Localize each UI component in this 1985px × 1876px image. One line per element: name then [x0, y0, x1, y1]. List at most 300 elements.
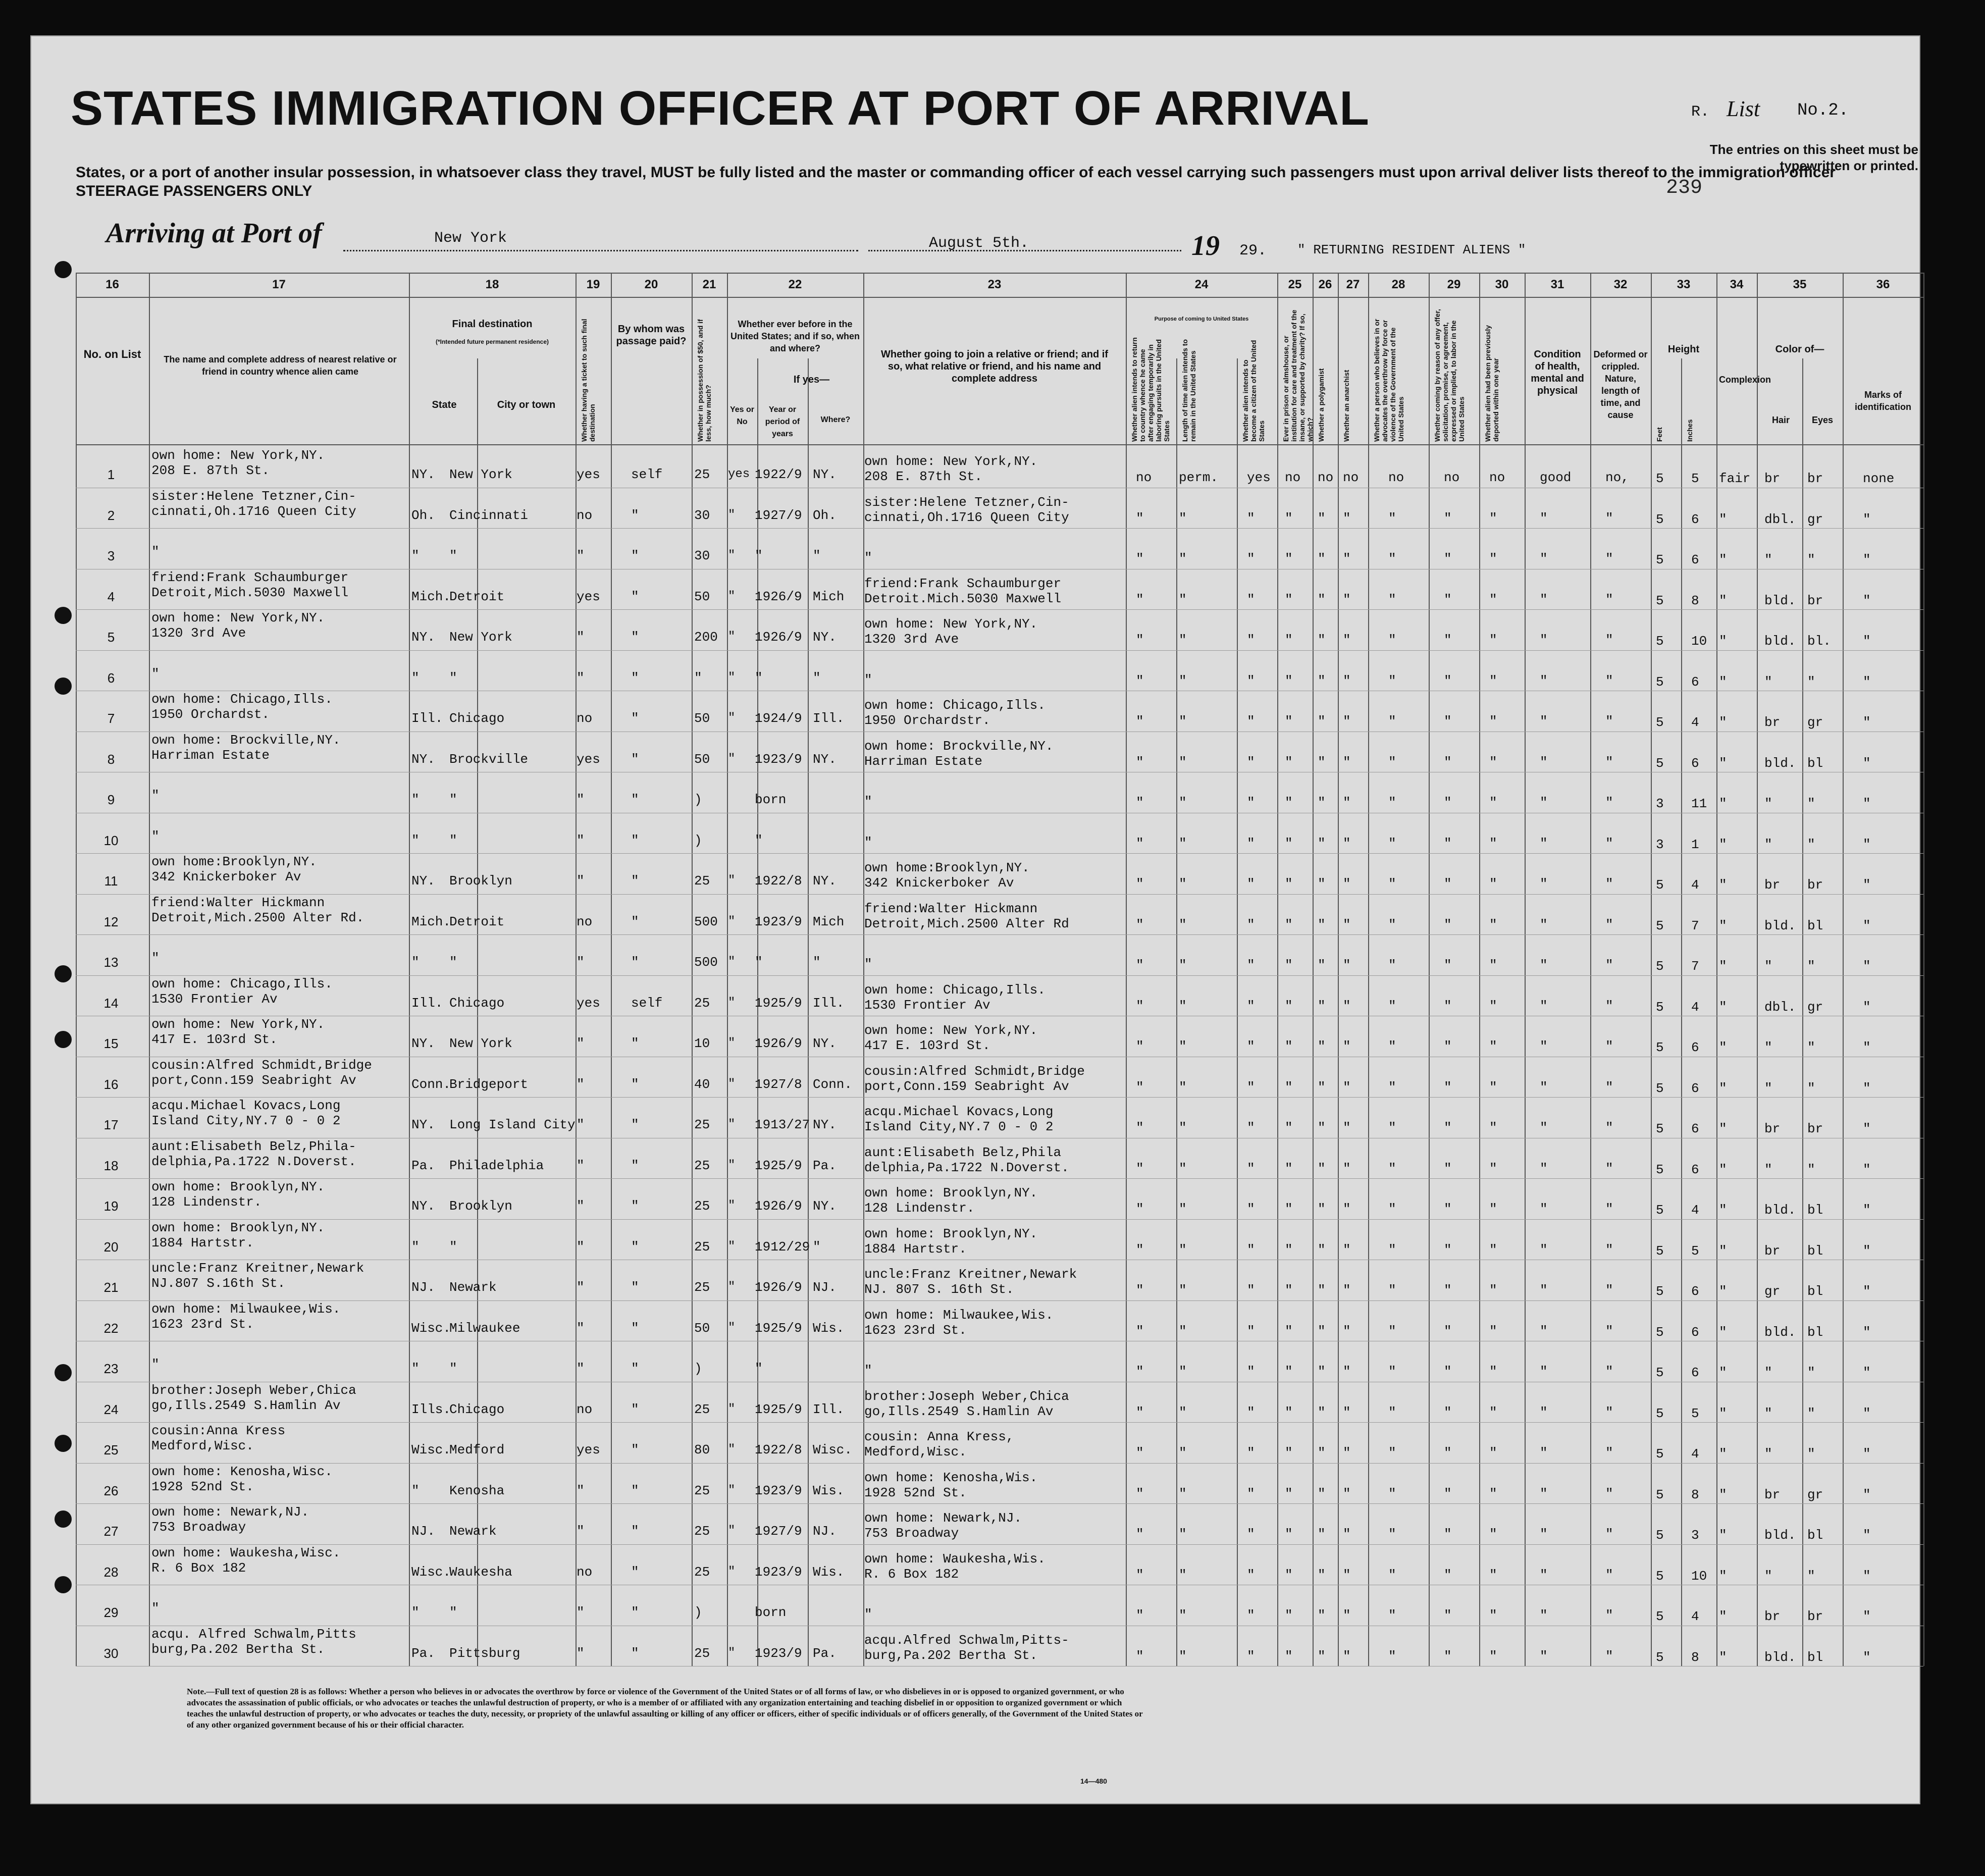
cell-years: 1925/9 [755, 1158, 802, 1173]
cell-marks: " [1863, 959, 1871, 974]
cell-years: 1923/9 [755, 914, 802, 929]
cell-hair: " [1764, 837, 1772, 852]
cell-complexion: " [1719, 552, 1727, 567]
cell-joining-line2: 1928 52nd St. [864, 1485, 967, 1500]
cell-inches: 5 [1691, 471, 1699, 486]
cell-c28: " [1388, 1079, 1396, 1095]
cell-relative-line2: 342 Knickerboker Av [151, 869, 301, 884]
cell-c25: " [1285, 1486, 1293, 1501]
header-overthrow: Whether a person who believes in or advocates the overthrow by force or violence of the Government of the United States [1373, 319, 1405, 442]
column-number: 18 [485, 278, 499, 291]
cell-complexion: " [1719, 837, 1727, 852]
cell-c31: " [1540, 958, 1548, 973]
row-number: 22 [103, 1320, 119, 1336]
row-number: 25 [103, 1442, 119, 1457]
cell-c32: " [1605, 673, 1613, 689]
cell-c28: " [1388, 1202, 1396, 1217]
cell-relative-line1: own home: Chicago,Ills. [151, 976, 333, 992]
cell-c30: " [1489, 958, 1497, 973]
cell-p24a: " [1136, 1202, 1144, 1217]
cell-c26: " [1318, 917, 1326, 932]
cell-years: 1922/8 [755, 1442, 802, 1457]
cell-relative-line1: own home:Brooklyn,NY. [151, 854, 317, 869]
cell-inches: 6 [1691, 552, 1699, 567]
cell-relative-line1: aunt:Elisabeth Belz,Phila- [151, 1138, 356, 1154]
cell-years: 1922/9 [755, 467, 802, 482]
cell-city: Newark [449, 1524, 497, 1539]
cell-relative-line1: own home: Brockville,NY. [151, 732, 341, 748]
cell-years: " [755, 955, 763, 970]
cell-relative-line2: " [151, 1601, 160, 1616]
header-relative-home: The name and complete address of nearest relative or friend in country whence alien came [164, 354, 397, 377]
cell-eyes: bl [1807, 918, 1823, 933]
cell-feet: 5 [1656, 511, 1664, 527]
column-number: 20 [644, 278, 658, 291]
cell-where: Wis. [813, 1483, 845, 1498]
cell-money: 25 [694, 1239, 710, 1255]
cell-ticket: " [577, 1117, 585, 1132]
cell-joining-line2: " [864, 957, 872, 972]
cell-paid: " [631, 914, 639, 929]
row-number: 27 [103, 1524, 119, 1539]
row-rule [76, 1178, 1923, 1179]
cell-money: 25 [694, 1158, 710, 1173]
cell-hair: bld. [1764, 634, 1796, 649]
column-number: 21 [702, 278, 716, 291]
cell-paid: " [631, 1117, 639, 1132]
cell-p24b: " [1179, 876, 1187, 892]
cell-c30: " [1489, 1445, 1497, 1461]
cell-hair: br [1764, 1121, 1781, 1136]
cell-complexion: " [1719, 1243, 1727, 1259]
column-number: 17 [272, 278, 286, 291]
form-number: 14—480 [1080, 1777, 1107, 1785]
cell-ticket: no [577, 914, 593, 929]
cell-complexion: " [1719, 1365, 1727, 1380]
cell-paid: " [631, 1361, 639, 1376]
cell-relative-line1: own home: Chicago,Ills. [151, 692, 333, 707]
binder-hole [55, 261, 72, 278]
cell-joining-line2: Detroit,Mich.2500 Alter Rd [864, 916, 1069, 931]
cell-c27: " [1343, 714, 1351, 729]
cell-relative-line2: 1950 Orchardst. [151, 707, 270, 722]
cell-years: 1926/9 [755, 630, 802, 645]
cell-city: Brockville [449, 751, 529, 767]
cell-feet: 5 [1656, 918, 1664, 933]
cell-inches: 4 [1691, 877, 1699, 893]
cell-c26: no [1318, 470, 1334, 485]
cell-c30: " [1489, 510, 1497, 526]
cell-state: " [411, 548, 420, 563]
cell-yn: " [728, 508, 736, 522]
cell-c25: " [1285, 1404, 1293, 1420]
cell-c28: " [1388, 1608, 1396, 1623]
cell-state: " [411, 1239, 420, 1255]
cell-joining-line1: own home: New York,NY. [864, 616, 1038, 632]
cell-c25: " [1285, 1567, 1293, 1583]
sub-column-rule [1802, 358, 1803, 1666]
binder-hole [55, 1435, 72, 1452]
cell-c25: " [1285, 876, 1293, 892]
cell-joining-line2: " [864, 1607, 872, 1622]
cell-paid: " [631, 1158, 639, 1173]
cell-c30: " [1489, 1527, 1497, 1542]
cell-c31: " [1540, 876, 1548, 892]
cell-joining-line1: own home: New York,NY. [864, 1023, 1038, 1038]
cell-c32: " [1605, 1242, 1613, 1258]
binder-hole [55, 1510, 72, 1528]
cell-c27: " [1343, 998, 1351, 1014]
cell-c29: " [1444, 510, 1452, 526]
cell-money: 200 [694, 630, 718, 645]
cell-yn: " [728, 1565, 736, 1579]
cell-c32: " [1605, 1404, 1613, 1420]
row-number: 5 [107, 630, 115, 645]
cell-eyes: " [1807, 796, 1815, 811]
cell-eyes: bl [1807, 1528, 1823, 1543]
header-year-period: Year or period of years [765, 405, 800, 438]
cell-marks: " [1863, 1080, 1871, 1096]
cell-state: NY. [411, 630, 435, 645]
cell-ticket: yes [577, 467, 600, 482]
cell-c32: " [1605, 633, 1613, 648]
arriving-label: Arriving at Port of [106, 218, 322, 249]
cell-p24a: " [1136, 1486, 1144, 1501]
cell-state: NY. [411, 873, 435, 889]
cell-c31: " [1540, 1364, 1548, 1379]
cell-state: Mich. [411, 589, 451, 604]
cell-p24a: " [1136, 673, 1144, 689]
cell-city: Long Island City [449, 1117, 576, 1132]
cell-ticket: " [577, 1483, 585, 1498]
cell-complexion: " [1719, 1528, 1727, 1543]
cell-p24c: " [1247, 1079, 1255, 1095]
cell-p24a: " [1136, 1120, 1144, 1135]
cell-eyes: br [1807, 1121, 1823, 1136]
cell-feet: 5 [1656, 1162, 1664, 1177]
cell-c28: " [1388, 510, 1396, 526]
cell-p24a: " [1136, 1039, 1144, 1054]
cell-c26: " [1318, 1527, 1326, 1542]
cell-marks: " [1863, 634, 1871, 649]
cell-c27: " [1343, 1608, 1351, 1623]
cell-where: Ill. [813, 1401, 845, 1417]
cell-ticket: yes [577, 589, 600, 604]
cell-city: " [449, 548, 457, 563]
row-number: 6 [107, 670, 115, 686]
row-number: 28 [103, 1564, 119, 1580]
cell-eyes: bl. [1807, 634, 1831, 649]
cell-feet: 5 [1656, 1528, 1664, 1543]
cell-marks: " [1863, 796, 1871, 811]
column-rule [1479, 273, 1480, 1666]
cell-state: Ills. [411, 1401, 451, 1417]
cell-city: " [449, 670, 457, 686]
entries-note: The entries on this sheet must be typewritten or printed. [1709, 142, 1918, 173]
cell-marks: none [1863, 471, 1895, 486]
cell-yn: yes [728, 467, 750, 481]
cell-years: 1926/9 [755, 1280, 802, 1295]
cell-c32: " [1605, 1079, 1613, 1095]
cell-c26: " [1318, 998, 1326, 1014]
cell-relative-line2: 417 E. 103rd St. [151, 1032, 278, 1047]
cell-complexion: " [1719, 634, 1727, 649]
column-number: 32 [1613, 278, 1628, 291]
cell-marks: " [1863, 593, 1871, 608]
cell-city: Medford [449, 1442, 505, 1457]
cell-c28: " [1388, 1120, 1396, 1135]
cell-paid: " [631, 1076, 639, 1092]
cell-c27: " [1343, 836, 1351, 851]
cell-relative-line1: cousin:Anna Kress [151, 1423, 286, 1438]
cell-city: " [449, 832, 457, 848]
cell-p24b: perm. [1179, 470, 1219, 485]
manifest-table [76, 273, 1923, 1666]
cell-p24b: " [1179, 1445, 1187, 1461]
cell-c27: " [1343, 1202, 1351, 1217]
row-number: 8 [107, 751, 115, 767]
cell-p24a: " [1136, 876, 1144, 892]
cell-p24c: " [1247, 1161, 1255, 1176]
cell-c31: " [1540, 633, 1548, 648]
cell-complexion: " [1719, 1284, 1727, 1299]
cell-money: 25 [694, 1524, 710, 1539]
row-rule [76, 1422, 1923, 1423]
cell-eyes: " [1807, 674, 1815, 690]
cell-joining-line2: Detroit.Mich.5030 Maxwell [864, 591, 1062, 606]
cell-city: New York [449, 1036, 512, 1051]
cell-where: Wis. [813, 1564, 845, 1580]
cell-joining-line2: 208 E. 87th St. [864, 469, 983, 484]
row-number: 2 [107, 507, 115, 523]
cell-city: New York [449, 630, 512, 645]
row-rule [76, 297, 1923, 298]
cell-p24a: " [1136, 1404, 1144, 1420]
cell-money: 25 [694, 1483, 710, 1498]
cell-city: Cincinnati [449, 507, 529, 523]
cell-city: Chicago [449, 711, 505, 726]
cell-c26: " [1318, 673, 1326, 689]
cell-relative-line2: cinnati,Oh.1716 Queen City [151, 503, 356, 519]
cell-ticket: " [577, 1198, 585, 1214]
cell-yn: " [728, 630, 736, 644]
cell-paid: " [631, 751, 639, 767]
category-label: " RETURNING RESIDENT ALIENS " [1297, 242, 1526, 257]
cell-yn: " [728, 1402, 736, 1416]
cell-joining-line1: own home: Milwaukee,Wis. [864, 1307, 1054, 1323]
cell-state: NJ. [411, 1524, 435, 1539]
cell-yn: " [728, 549, 736, 562]
cell-paid: " [631, 1401, 639, 1417]
cell-c27: " [1343, 795, 1351, 810]
cell-years: 1912/29 [755, 1239, 810, 1255]
cell-money: 500 [694, 914, 718, 929]
row-rule [76, 894, 1923, 895]
cell-c30: " [1489, 1079, 1497, 1095]
cell-p24c: " [1247, 1242, 1255, 1258]
cell-c30: " [1489, 1202, 1497, 1217]
cell-ticket: " [577, 1036, 585, 1051]
cell-eyes: bl [1807, 1649, 1823, 1665]
cell-hair: " [1764, 1446, 1772, 1462]
cell-eyes: br [1807, 593, 1823, 608]
cell-state: NJ. [411, 1280, 435, 1295]
row-rule [76, 528, 1923, 529]
cell-c28: " [1388, 1445, 1396, 1461]
cell-inches: 8 [1691, 1649, 1699, 1665]
cell-hair: bld. [1764, 1203, 1796, 1218]
cell-c30: " [1489, 1323, 1497, 1339]
cell-p24b: " [1179, 917, 1187, 932]
cell-years: 1923/9 [755, 751, 802, 767]
cell-state: NY. [411, 1117, 435, 1132]
cell-yn: " [728, 1280, 736, 1294]
cell-feet: 5 [1656, 1040, 1664, 1055]
cell-hair: bld. [1764, 593, 1796, 608]
row-number: 29 [103, 1605, 119, 1620]
cell-feet: 3 [1656, 837, 1664, 852]
cell-inches: 6 [1691, 1284, 1699, 1299]
cell-p24b: " [1179, 1323, 1187, 1339]
column-number: 19 [586, 278, 600, 291]
cell-c25: " [1285, 1323, 1293, 1339]
cell-inches: 4 [1691, 1609, 1699, 1624]
cell-c28: " [1388, 836, 1396, 851]
cell-hair: bld. [1764, 918, 1796, 933]
header-state: State [432, 399, 457, 410]
cell-c26: " [1318, 754, 1326, 770]
cell-feet: 5 [1656, 1121, 1664, 1136]
column-rule [1338, 273, 1339, 1666]
cell-joining-line1: acqu.Michael Kovacs,Long [864, 1104, 1054, 1119]
cell-ticket: " [577, 1605, 585, 1620]
cell-c25: " [1285, 1527, 1293, 1542]
header-where: Where? [820, 415, 851, 424]
cell-c31: " [1540, 551, 1548, 566]
header-eyes: Eyes [1811, 415, 1834, 425]
header-color-of: Color of— [1775, 344, 1824, 355]
cell-money: 25 [694, 1564, 710, 1580]
cell-p24c: " [1247, 1039, 1255, 1054]
cell-p24c: " [1247, 1120, 1255, 1135]
cell-relative-line1: own home: New York,NY. [151, 610, 325, 626]
column-number: 26 [1318, 278, 1332, 291]
cell-c30: " [1489, 917, 1497, 932]
cell-eyes: gr [1807, 1487, 1823, 1502]
cell-p24b: " [1179, 714, 1187, 729]
cell-c28: " [1388, 1648, 1396, 1664]
cell-c27: " [1343, 876, 1351, 892]
cell-relative-line2: " [151, 1357, 160, 1372]
cell-c26: " [1318, 795, 1326, 810]
cell-c28: " [1388, 1364, 1396, 1379]
cell-c29: " [1444, 714, 1452, 729]
cell-p24c: " [1247, 795, 1255, 810]
cell-inches: 6 [1691, 1162, 1699, 1177]
row-rule [76, 1463, 1923, 1464]
header-passage-paid: By whom was passage paid? [616, 324, 687, 347]
cell-complexion: " [1719, 1405, 1727, 1421]
cell-joining-line2: 1530 Frontier Av [864, 997, 990, 1013]
cell-feet: 5 [1656, 674, 1664, 690]
row-number: 13 [103, 955, 119, 970]
cell-c29: " [1444, 1161, 1452, 1176]
cell-p24a: " [1136, 633, 1144, 648]
cell-ticket: no [577, 1564, 593, 1580]
column-rule [149, 273, 150, 1666]
cell-city: " [449, 1605, 457, 1620]
cell-relative-line2: go,Ills.2549 S.Hamlin Av [151, 1397, 341, 1413]
cell-complexion: " [1719, 1121, 1727, 1136]
cell-joining-line1: cousin:Alfred Schmidt,Bridge [864, 1063, 1085, 1079]
cell-ticket: " [577, 1280, 585, 1295]
cell-state: " [411, 832, 420, 848]
cell-eyes: bl [1807, 1324, 1823, 1340]
cell-where: " [813, 670, 821, 686]
cell-inches: 6 [1691, 1121, 1699, 1136]
cell-years: 1927/9 [755, 1524, 802, 1539]
cell-marks: " [1863, 715, 1871, 730]
row-number: 15 [103, 1036, 119, 1051]
cell-joining-line2: 1320 3rd Ave [864, 632, 959, 647]
cell-feet: 5 [1656, 1609, 1664, 1624]
column-number: 25 [1288, 278, 1302, 291]
cell-relative-line2: " [151, 666, 160, 682]
cell-money: 25 [694, 1198, 710, 1214]
cell-years: 1925/9 [755, 995, 802, 1011]
cell-state: NY. [411, 1036, 435, 1051]
cell-c29: " [1444, 1079, 1452, 1095]
cell-c31: " [1540, 836, 1548, 851]
cell-money: ) [694, 832, 702, 848]
cell-hair: " [1764, 1162, 1772, 1177]
row-number: 18 [103, 1158, 119, 1173]
cell-money: 25 [694, 1645, 710, 1661]
cell-hair: br [1764, 1609, 1781, 1624]
cell-c26: " [1318, 1608, 1326, 1623]
cell-where: " [813, 1239, 821, 1255]
header-height: Height [1667, 344, 1700, 355]
cell-money: 30 [694, 507, 710, 523]
cell-hair: " [1764, 1080, 1772, 1096]
cell-ticket: yes [577, 1442, 600, 1457]
cell-money: " [694, 670, 702, 686]
cell-inches: 4 [1691, 1446, 1699, 1462]
cell-c26: " [1318, 1404, 1326, 1420]
cell-feet: 5 [1656, 877, 1664, 893]
cell-state: Pa. [411, 1158, 435, 1173]
cell-inches: 7 [1691, 918, 1699, 933]
cell-joining-line2: cinnati,Oh.1716 Queen City [864, 509, 1069, 525]
cell-complexion: fair [1719, 471, 1751, 486]
cell-c29: " [1444, 876, 1452, 892]
cell-relative-line1: own home: New York,NY. [151, 1017, 325, 1032]
header-if-yes: If yes— [793, 374, 830, 385]
cell-c27: no [1343, 470, 1359, 485]
cell-p24c: " [1247, 592, 1255, 607]
cell-eyes: " [1807, 1365, 1815, 1380]
cell-joining-line2: delphia,Pa.1722 N.Doverst. [864, 1160, 1069, 1175]
binder-hole [55, 1364, 72, 1381]
cell-relative-line2: " [151, 788, 160, 803]
cell-city: Milwaukee [449, 1320, 520, 1336]
cell-p24c: " [1247, 1567, 1255, 1583]
cell-c29: " [1444, 1323, 1452, 1339]
cell-c32: " [1605, 1608, 1613, 1623]
cell-marks: " [1863, 552, 1871, 567]
cell-eyes: " [1807, 1040, 1815, 1055]
cell-p24b: " [1179, 1608, 1187, 1623]
